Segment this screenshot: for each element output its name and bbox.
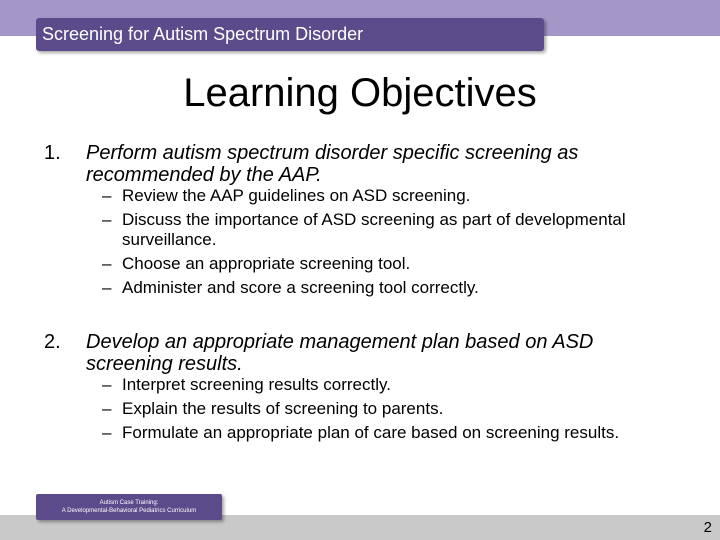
objective-text: Perform autism spectrum disorder specific screening as recommended by the AAP. <box>86 142 579 186</box>
sub-list <box>102 375 662 447</box>
dash-bullet: – <box>102 399 112 418</box>
objective-2 <box>44 331 684 471</box>
footer-badge <box>36 494 222 520</box>
list-item <box>102 399 662 419</box>
list-item-text: Choose an appropriate screening tool. <box>122 254 411 273</box>
dash-bullet: – <box>102 210 112 229</box>
dash-bullet: – <box>102 278 112 297</box>
list-item-text: Discuss the importance of ASD screening as part of developmental surveillance. <box>122 210 626 249</box>
dash-bullet: – <box>102 254 112 273</box>
list-item-text: Interpret screening results correctly. <box>122 375 391 394</box>
list-item <box>102 254 662 274</box>
objective-1 <box>44 142 684 302</box>
list-item-text: Administer and score a screening tool correctly. <box>122 278 479 297</box>
footer-line-1: Autism Case Training: <box>99 500 159 506</box>
header-title: Screening for Autism Spectrum Disorder <box>36 18 544 51</box>
list-item <box>102 375 662 395</box>
objective-number: 2. <box>44 331 61 353</box>
footer-line-2: A Developmental-Behavioral Pediatrics Curriculum <box>61 508 197 514</box>
list-item <box>102 423 662 443</box>
list-item <box>102 210 662 250</box>
page-number: 2 <box>703 519 712 536</box>
slide-title: Learning Objectives <box>183 71 537 115</box>
dash-bullet: – <box>102 423 112 442</box>
list-item-text: Review the AAP guidelines on ASD screening. <box>122 186 471 205</box>
sub-list <box>102 186 662 302</box>
list-item <box>102 278 662 298</box>
list-item-text: Explain the results of screening to parents. <box>122 399 444 418</box>
list-item-text: Formulate an appropriate plan of care based on screening results. <box>122 423 620 442</box>
objective-number: 1. <box>44 142 61 164</box>
list-item <box>102 186 662 206</box>
dash-bullet: – <box>102 186 112 205</box>
dash-bullet: – <box>102 375 112 394</box>
objective-text: Develop an appropriate management plan based on ASD screening results. <box>86 331 594 375</box>
